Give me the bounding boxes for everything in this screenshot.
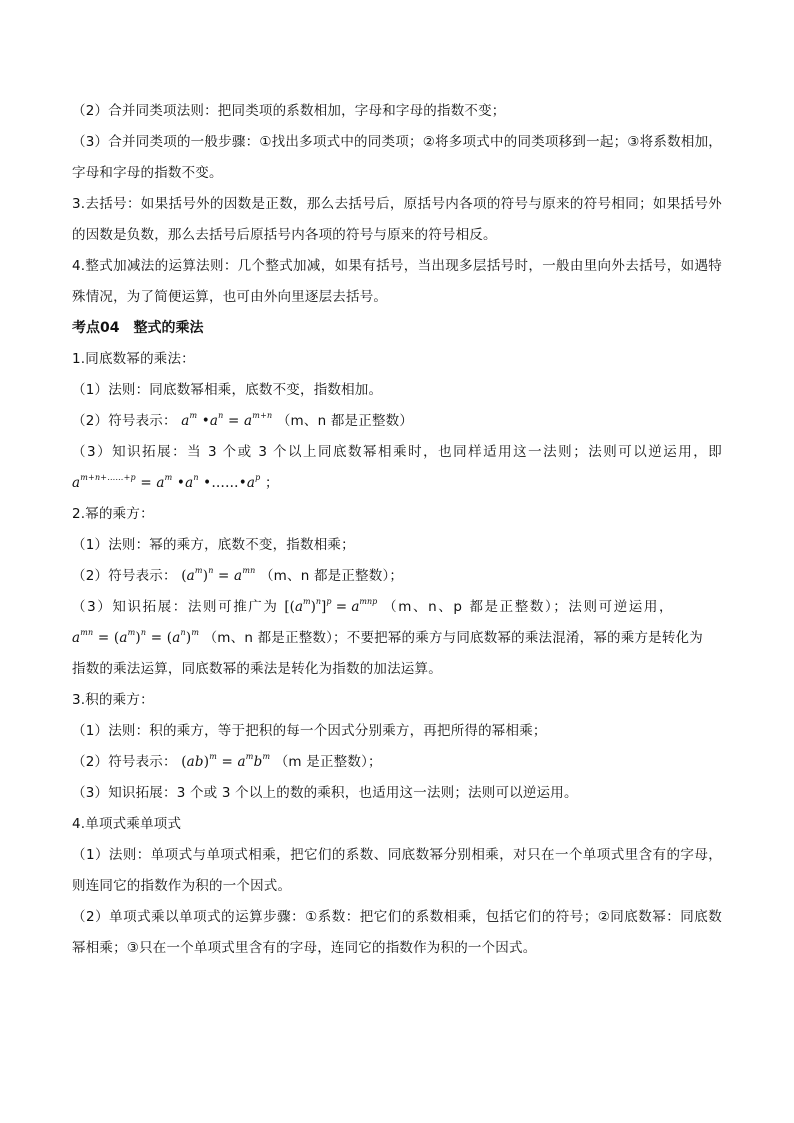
formula-power-of-power-extended: $[(a^m)^n]^p = a^{mnp}$ [284,597,378,615]
text-line: 4.整式加减法的运算法则：几个整式加减，如果有括号，当出现多层括号时，一般由里向外去括号，如遇特 [72,258,722,274]
formula-condition: （m、n 都是正整数） [276,413,414,429]
text-line: 的因数是负数，那么去括号后原括号内各项的符号与原来的符号相反。 [72,227,497,243]
section-heading: 考点04 整式的乘法 [72,320,204,336]
text-line: 指数的乘法运算，同底数幂的乘法是转化为指数的加法运算。 [72,661,442,677]
formula-end: ； [264,475,279,491]
text-line: （2）单项式乘以单项式的运算步骤：①系数：把它们的系数相乘，包括它们的符号；②同底数幂：同底数 [72,909,722,925]
formula-power-product: $a^m$ $•a^n = a^{m+n}$ [181,411,273,429]
text-line: 2.幂的乘方： [72,506,154,522]
formula-line [72,561,722,592]
formula-label: （2）符号表示： [72,568,177,584]
text-line: 则连同它的指数作为积的一个因式。 [72,878,292,894]
text-line: 3.去括号：如果括号外的因数是正数，那么去括号后，原括号内各项的符号与原来的符号相同；如果括号外 [72,196,722,212]
text-line: 1.同底数幂的乘法： [72,351,195,367]
text-line: （1）法则：幂的乘方，底数不变，指数相乘； [72,537,355,553]
text-line: （3）知识拓展：3 个或 3 个以上的数的乘积，也适用这一法则；法则可以逆运用。 [72,785,578,801]
text-line: 字母和字母的指数不变。 [72,165,223,181]
text-line: 4.单项式乘单项式 [72,816,182,832]
formula-condition: （m、n 都是正整数）；不要把幂的乘方与同底数幂的乘法混淆，幂的乘方是转化为 [203,630,703,646]
document-page [72,96,722,964]
formula-line [72,592,722,623]
text-line: （3）知识拓展：当 3 个或 3 个以上同底数幂相乘时，也同样适用这一法则；法则可以逆运用，即 [72,444,722,460]
text-line: （1）法则：同底数幂相乘，底数不变，指数相加。 [72,382,383,398]
formula-line [72,623,722,654]
formula-label: （2）符号表示： [72,413,177,429]
formula-power-of-power: $(a^m)^n = a^{mn}$ [181,566,256,584]
formula-line [72,468,722,499]
text-line: 殊情况，为了简便运算，也可由外向里逐层去括号。 [72,289,388,305]
formula-condition: （m 是正整数）； [274,754,382,770]
formula-line [72,406,722,437]
text-line: （1）法则：单项式与单项式相乘，把它们的系数、同底数幂分别相乘，对只在一个单项式里含有的字母， [72,847,722,863]
formula-power-of-product: $(ab)^m = a^mb^m$ [181,752,271,770]
text-line: （2）合并同类项法则：把同类项的系数相加，字母和字母的指数不变； [72,103,506,119]
text-line: 幂相乘；③只在一个单项式里含有的字母，连同它的指数作为积的一个因式。 [72,940,537,956]
formula-label: （2）符号表示： [72,754,177,770]
text-line: （1）法则：积的乘方，等于把积的每一个因式分别乘方，再把所得的幂相乘； [72,723,547,739]
text-line: 3.积的乘方： [72,692,154,708]
formula-power-of-power-inverse: $a^{mn} = (a^m)^n = (a^n)^m$ [72,628,200,646]
text-line: （3）合并同类项的一般步骤：①找出多项式中的同类项；②将多项式中的同类项移到一起；③将系数相加， [72,134,722,150]
formula-power-product-inverse: $a^{m+n+\dots\dots+p} = a^m$ $•a^n$ $•\dots\dots•a^p$ [72,473,261,491]
formula-condition: （m、n 都是正整数）； [259,568,404,584]
formula-label: （3）知识拓展：法则可推广为 [72,599,279,615]
formula-condition: （m、n、p 都是正整数）；法则可逆运用， [383,599,675,615]
formula-line [72,747,722,778]
